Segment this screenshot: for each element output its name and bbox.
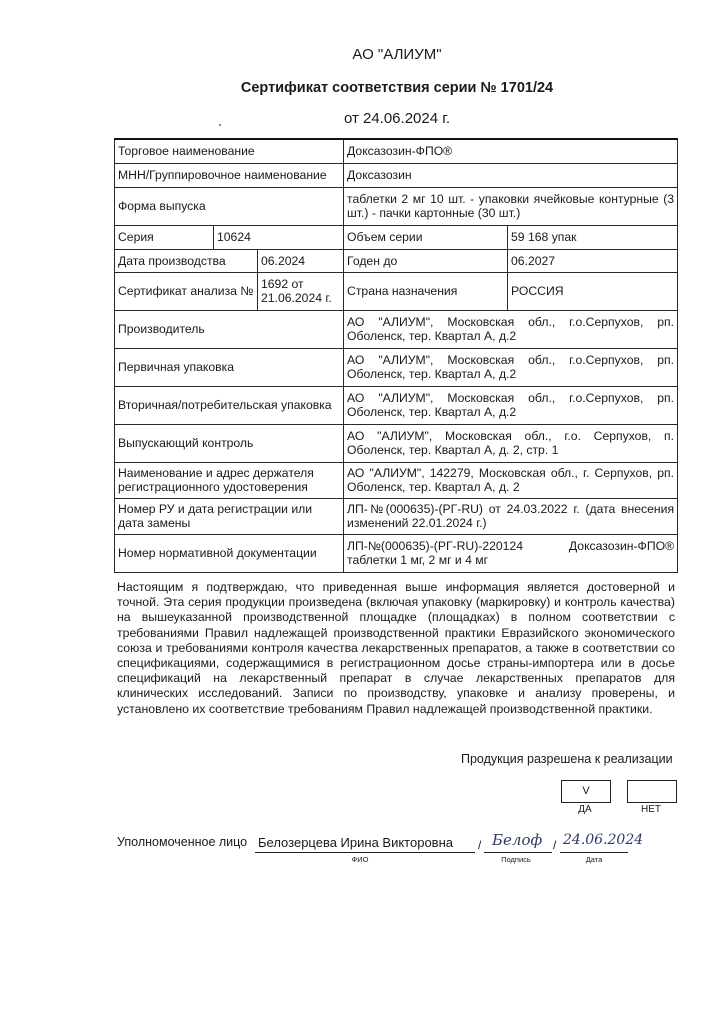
separator-2: / [553, 838, 557, 852]
expiry-value: 06.2027 [508, 249, 678, 272]
signature-caption: Подпись [501, 855, 531, 864]
reg-number-value: ЛП-№(000635)-(РГ-RU) от 24.03.2022 г. (дата внесения изменений 22.01.2024 г.) [344, 498, 678, 534]
norm-doc-value [344, 534, 678, 572]
table-row [115, 139, 678, 163]
analysis-cert-label: Сертификат анализа № [115, 272, 258, 310]
manufacturer-label: Производитель [115, 310, 344, 348]
date-caption: Дата [585, 855, 603, 864]
inn-value: Доксазозин [344, 163, 678, 187]
holder-label: Наименование и адрес держателя регистрационного удостоверения [115, 462, 344, 498]
norm-doc-dosages: таблетки 1 мг, 2 мг и 4 мг [347, 553, 489, 567]
certificate-table [114, 138, 678, 573]
table-row [115, 462, 678, 498]
primary-pack-label: Первичная упаковка [115, 348, 344, 386]
form-value: таблетки 2 мг 10 шт. - упаковки ячейковые контурные (3 шт.) - пачки картонные (30 шт.) [344, 187, 678, 225]
secondary-pack-value: АО "АЛИУМ", Московская обл., г.о.Серпухов, рп. Оболенск, тер. Квартал А, д.2 [344, 386, 678, 424]
name-caption: ФИО [351, 855, 369, 864]
authorized-person-name: Белозерцева Ирина Викторовна [258, 835, 453, 850]
yes-label: ДА [578, 804, 592, 815]
series-value: 10624 [214, 225, 344, 249]
statement-paragraph: Настоящим я подтверждаю, что приведенная выше информация является достоверной и точной. Эта серия продукции произведена (включая упаковку (маркировку) и контроль качества) на вышеуказанной производственной площадке (площадках) в полном соответствии с требованиями Правил надлежащей производственной практики Евразийского экономического союза и требованиями контроля качества лекарственных препаратов, а также в соответствии со спецификациями, содержащимися в регистрационном досье страны-импортера или в досье спецификаций на лекарственный препарат в случае лекарственных препаратов для клинических исследований. Записи по производству, упаковке и анализу проверены, и установлено их соответствие требованиям Правил надлежащей производственной практики. [117, 580, 675, 716]
table-row [115, 498, 678, 534]
date-line [560, 852, 628, 853]
certificate-date: от 24.06.2024 г. [343, 110, 451, 127]
reg-number-label: Номер РУ и дата регистрации или дата замены [115, 498, 344, 534]
inn-label: МНН/Группировочное наименование [115, 163, 344, 187]
norm-doc-product: Доксазозин-ФПО® [568, 539, 675, 553]
prod-date-value: 06.2024 [258, 249, 344, 272]
table-row [115, 424, 678, 462]
form-label: Форма выпуска [115, 187, 344, 225]
trade-name-label: Торговое наименование [115, 139, 344, 163]
no-label: НЕТ [641, 804, 661, 815]
series-label: Серия [115, 225, 214, 249]
country-value: РОССИЯ [508, 272, 678, 310]
release-no-box[interactable] [627, 780, 677, 803]
table-row [115, 534, 678, 572]
norm-doc-number: ЛП-№(000635)-(РГ-RU)-220124 [347, 539, 524, 553]
norm-doc-label: Номер нормативной документации [115, 534, 344, 572]
primary-pack-value: АО "АЛИУМ", Московская обл., г.о.Серпухов, рп. Оболенск, тер. Квартал А, д.2 [344, 348, 678, 386]
secondary-pack-label: Вторичная/потребительская упаковка [115, 386, 344, 424]
authorized-person-label: Уполномоченное лицо [117, 835, 248, 849]
signature-line [484, 852, 552, 853]
release-yes-box[interactable]: V [561, 780, 611, 803]
table-row [115, 187, 678, 225]
handwritten-date: 24.06.2024 [563, 832, 644, 848]
company-name: АО "АЛИУМ" [352, 46, 442, 63]
expiry-label: Годен до [344, 249, 508, 272]
scan-speck [219, 124, 221, 126]
table-row [115, 310, 678, 348]
prod-date-label: Дата производства [115, 249, 258, 272]
manufacturer-value: АО "АЛИУМ", Московская обл., г.о.Серпухов, рп. Оболенск, тер. Квартал А, д.2 [344, 310, 678, 348]
separator-1: / [478, 838, 482, 852]
table-row [115, 163, 678, 187]
release-control-value: АО "АЛИУМ", Московская обл., г.о. Серпухов, п. Оболенск, тер. Квартал А, д. 2, стр. 1 [344, 424, 678, 462]
release-control-label: Выпускающий контроль [115, 424, 344, 462]
trade-name-value: Доксазозин-ФПО® [344, 139, 678, 163]
volume-value: 59 168 упак [508, 225, 678, 249]
release-label: Продукция разрешена к реализации [461, 752, 673, 766]
name-line [255, 852, 475, 853]
handwritten-signature: Белоф [492, 831, 543, 849]
holder-value: АО "АЛИУМ", 142279, Московская обл., г. Серпухов, рп. Оболенск, тер. Квартал А, д. 2 [344, 462, 678, 498]
table-row [115, 348, 678, 386]
table-row [115, 225, 678, 249]
table-row [115, 249, 678, 272]
volume-label: Объем серии [344, 225, 508, 249]
table-row [115, 272, 678, 310]
table-row [115, 386, 678, 424]
country-label: Страна назначения [344, 272, 508, 310]
certificate-title: Сертификат соответствия серии № 1701/24 [240, 80, 554, 96]
analysis-cert-value: 1692 от 21.06.2024 г. [258, 272, 344, 310]
